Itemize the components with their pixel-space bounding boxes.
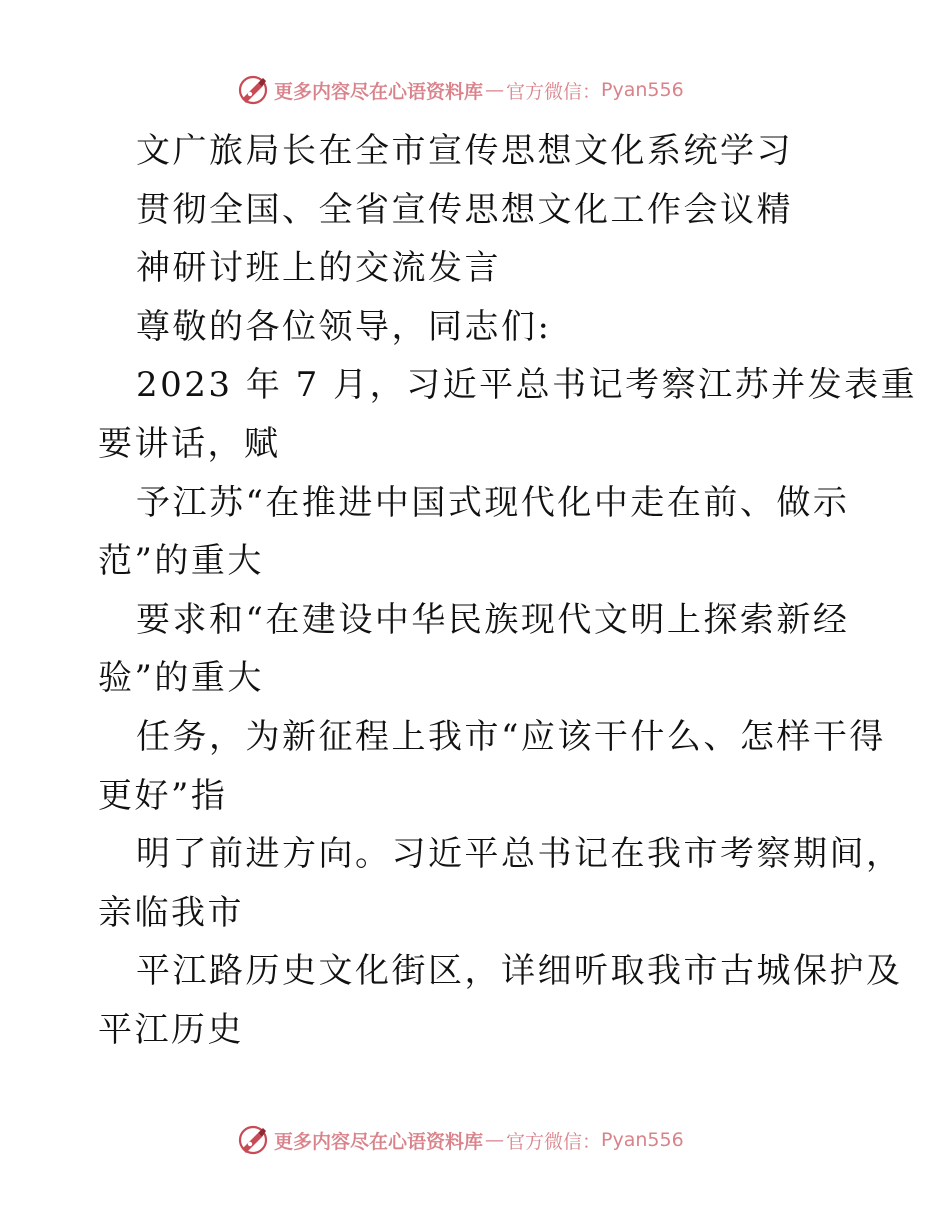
watermark-separator: —	[485, 1129, 505, 1151]
text-line: 任务，为新征程上我市“应该干什么、怎样干得	[136, 716, 886, 757]
text-line: 2023 年 7 月，习近平总书记考察江苏并发表重	[136, 365, 918, 406]
watermark-id: Pyan556	[601, 1129, 684, 1151]
text-line: 予江苏“在推进中国式现代化中走在前、做示	[136, 482, 850, 523]
text-line: 要求和“在建设中华民族现代文明上探索新经	[136, 599, 850, 640]
watermark-separator: —	[485, 79, 505, 101]
watermark-text: 更多内容尽在心语资料库	[274, 80, 484, 103]
watermark-label: 官方微信：	[506, 80, 602, 103]
pen-logo-icon	[236, 73, 270, 107]
text-line: 要讲话，赋	[98, 423, 281, 464]
watermark-label: 官方微信：	[506, 1130, 602, 1153]
text-line: 平江路历史文化街区，详细听取我市古城保护及	[136, 951, 903, 992]
footer-watermark	[236, 1122, 684, 1158]
text-line: 尊敬的各位领导，同志们:	[136, 306, 552, 347]
watermark-id: Pyan556	[601, 79, 684, 101]
document-body	[98, 122, 918, 1060]
text-line: 文广旅局长在全市宣传思想文化系统学习	[136, 131, 793, 171]
text-line: 验”的重大	[98, 658, 264, 699]
header-watermark	[236, 72, 684, 108]
text-line: 亲临我市	[98, 892, 244, 933]
text-line: 更好”指	[98, 775, 228, 816]
watermark-text: 更多内容尽在心语资料库	[274, 1130, 484, 1153]
text-line: 明了前进方向。习近平总书记在我市考察期间，	[136, 834, 903, 875]
text-line: 范”的重大	[98, 541, 264, 582]
text-line: 神研讨班上的交流发言	[136, 248, 501, 289]
text-line: 平江历史	[98, 1009, 244, 1050]
text-line: 贯彻全国、全省宣传思想文化工作会议精	[136, 189, 793, 230]
pen-logo-icon	[236, 1123, 270, 1157]
